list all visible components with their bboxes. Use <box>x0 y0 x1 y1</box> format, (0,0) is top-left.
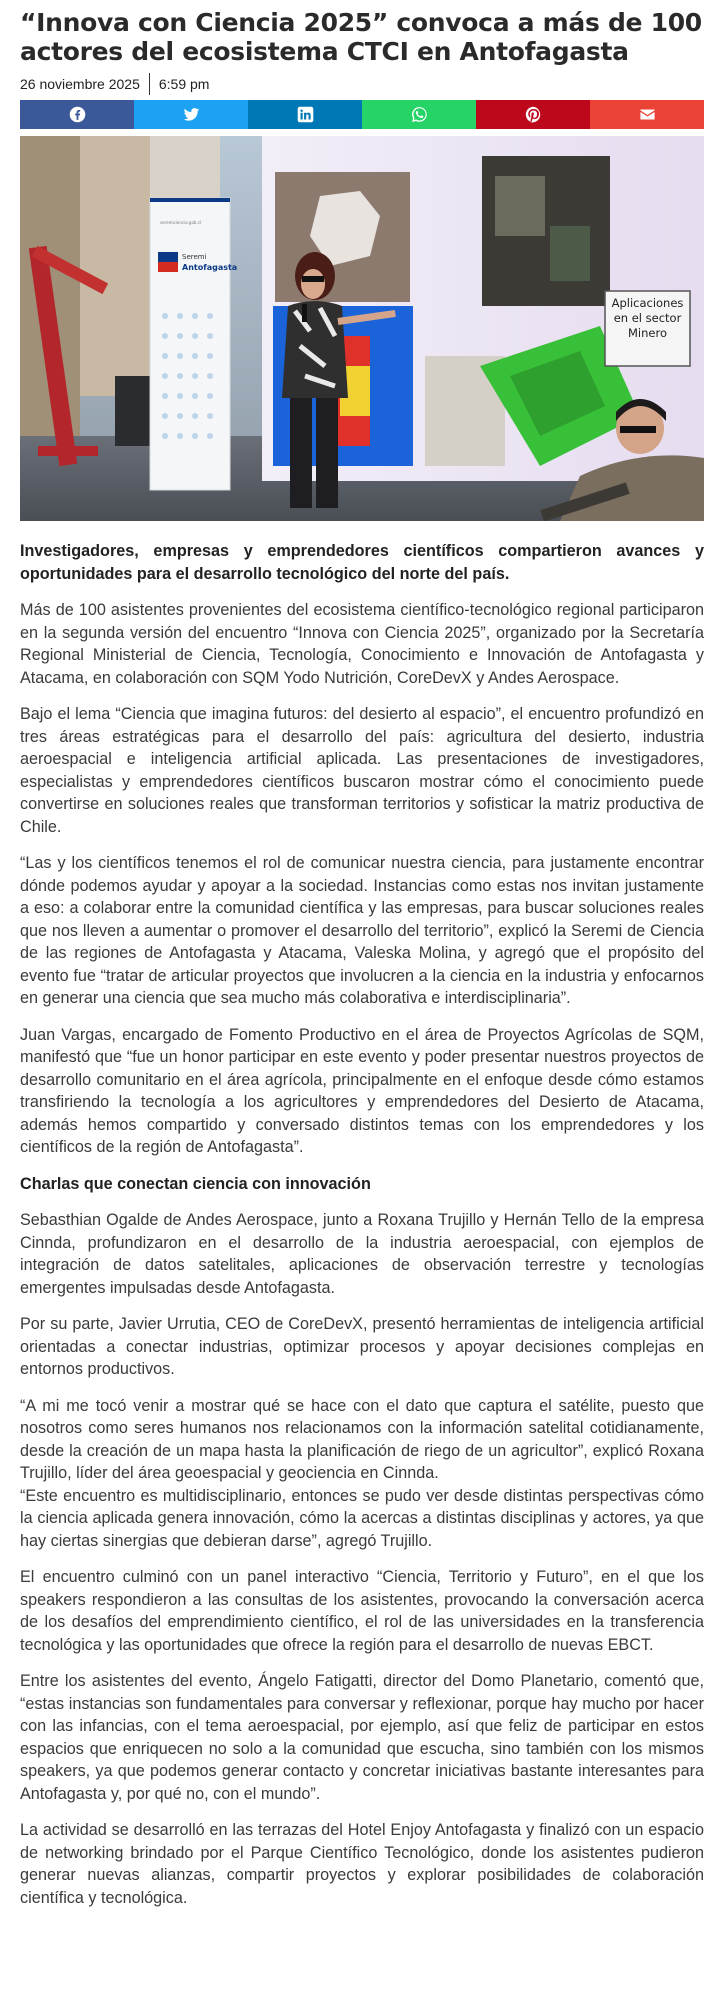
section-heading: Charlas que conectan ciencia con innovación <box>20 1174 371 1193</box>
article-lead: Investigadores, empresas y emprendedores científicos compartieron avances y oportunidades para el desarrollo tecnológico del norte del país. <box>20 542 704 583</box>
paragraph: Juan Vargas, encargado de Fomento Productivo en el área de Proyectos Agrícolas de SQM, manifestó que “fue un honor participar en este evento y poder presentar nuestros proyectos de desarrollo comunitario en el área agrícola, principalmente en el enfoque desde cómo estamos transfiriendo la tecnología a los agricultores y emprendedores del Desierto de Atacama, además hemos compartido y conversado distintos temas con los emprendedores y los científicos de la región de Antofagasta”. <box>20 1025 704 1156</box>
share-whatsapp-button[interactable] <box>362 100 476 129</box>
paragraph: “Las y los científicos tenemos el rol de comunicar nuestra ciencia, para justamente encontrar dónde podemos ayudar y apoyar a la sociedad. Instancias como estas nos invitan justamente a eso: a colaborar entre la comunidad científica y las empresas, para buscar soluciones reales que nos lleven a aumentar o promover el desarrollo del territorio”, explicó la Seremi de Ciencia de las regiones de Antofagasta y Atacama, Valeska Molina, y agregó que el propósito del evento fue “tratar de articular proyectos que involucren a la ciencia en la industria y enfocarnos en generar una ciencia que sea mucho más colaborativa e interdisciplinaria”. <box>20 854 704 1007</box>
paragraph: El encuentro culminó con un panel interactivo “Ciencia, Territorio y Futuro”, en el que los speakers respondieron a las consultas de los asistentes, provocando la conversación acerca de los desafíos del emprendimiento científico, el rol de las universidades en la transferencia tecnológica y las oportunidades que ofrece la región para el desarrollo de nuevas EBCT. <box>20 1568 704 1654</box>
article-time: 6:59 pm <box>158 76 210 92</box>
share-linkedin-button[interactable] <box>248 100 362 129</box>
meta-divider <box>149 73 150 95</box>
seremi-banner <box>150 198 237 490</box>
paragraph: “A mi me tocó venir a mostrar qué se hace con el dato que captura el satélite, puesto que nosotros como seres humanos nos relacionamos con la información satelital cotidianamente, desde la creación de un mapa hasta la planificación de riego de un agricultor”, explicó Roxana Trujillo, líder del área geoespacial y geociencia en Cinnda. <box>20 1396 704 1482</box>
paragraph: Entre los asistentes del evento, Ángelo Fatigatti, director del Domo Planetario, comentó que, “estas instancias son fundamentales para conversar y reflexionar, porque hay mucho por hacer con las infancias, con el tema aeroespacial, por ejemplo, así que feliz de participar en estos espacios que enriquecen no solo a la comunidad que escucha, sino también con los mismos speakers, ya que podemos generar contacto y concretar iniciativas bastante interesantes para Antofagasta y, por qué no, con el mundo”. <box>20 1672 704 1803</box>
share-pinterest-button[interactable] <box>476 100 590 129</box>
paragraph: La actividad se desarrolló en las terrazas del Hotel Enjoy Antofagasta y finalizó con un espacio de networking brindado por el Parque Científico Tecnológico, donde los asistentes pudieron generar nuevas alianzas, compartir proyectos y explorar posibilidades de colaboración científica y tecnológica. <box>20 1821 704 1907</box>
share-email-button[interactable] <box>590 100 704 129</box>
share-bar <box>20 100 704 129</box>
banner-org-text: Seremi <box>182 253 207 261</box>
twitter-icon <box>183 106 200 123</box>
banner-region-text: Antofagasta <box>182 263 238 272</box>
facebook-icon <box>69 106 86 123</box>
article-body <box>20 540 704 1909</box>
email-icon <box>639 106 656 123</box>
event-photo-illustration <box>20 136 704 521</box>
article-title: “Innova con Ciencia 2025” convoca a más de 100 actores del ecosistema CTCI en Antofagasta <box>20 8 702 66</box>
share-facebook-button[interactable] <box>20 100 134 129</box>
pinterest-icon <box>525 106 542 123</box>
screen-sign-text: Aplicaciones en el sector Minero <box>611 296 684 340</box>
article-date: 26 noviembre 2025 <box>20 76 140 92</box>
article-container <box>20 8 704 1909</box>
paragraph: Sebasthian Ogalde de Andes Aerospace, junto a Roxana Trujillo y Hernán Tello de la empresa Cinnda, profundizaron en el desarrollo de la industria aeroespacial, con ejemplos de integración de datos satelitales, aplicaciones de observación terrestre y tecnologías emergentes impulsadas desde Antofagasta. <box>20 1211 704 1297</box>
linkedin-icon <box>297 106 314 123</box>
share-twitter-button[interactable] <box>134 100 248 129</box>
paragraph: Más de 100 asistentes provenientes del ecosistema científico-tecnológico regional participaron en la segunda versión del encuentro “Innova con Ciencia 2025”, organizado por la Secretaría Regional Ministerial de Ciencia, Tecnología, Conocimiento e Innovación de Antofagasta y Atacama, en colaboración con SQM Yodo Nutrición, CoreDevX y Andes Aerospace. <box>20 601 704 687</box>
banner-small-text: seremiciencia.gob.cl <box>160 220 202 225</box>
paragraph: Bajo el lema “Ciencia que imagina futuros: del desierto al espacio”, el encuentro profundizó en tres áreas estratégicas para el desarrollo del país: agricultura del desierto, industria aeroespacial e inteligencia artificial aplicada. Las presentaciones de investigadores, especialistas y emprendedores científicos buscaron mostrar cómo el conocimiento puede convertirse en soluciones reales que transforman territorios y sofisticar la matriz productiva de Chile. <box>20 705 704 836</box>
paragraph: Por su parte, Javier Urrutia, CEO de CoreDevX, presentó herramientas de inteligencia artificial orientadas a conectar industrias, optimizar procesos y apoyar decisiones complejas en entornos productivos. <box>20 1315 704 1378</box>
whatsapp-icon <box>411 106 428 123</box>
article-photo <box>20 136 704 521</box>
article-meta <box>20 72 704 96</box>
paragraph: “Este encuentro es multidisciplinario, entonces se pudo ver desde distintas perspectivas cómo la ciencia aplicada genera innovación, cómo la acercas a distintas disciplinas y actores, ya que hay ciertas sinergias que debieran darse”, agregó Trujillo. <box>20 1486 704 1550</box>
